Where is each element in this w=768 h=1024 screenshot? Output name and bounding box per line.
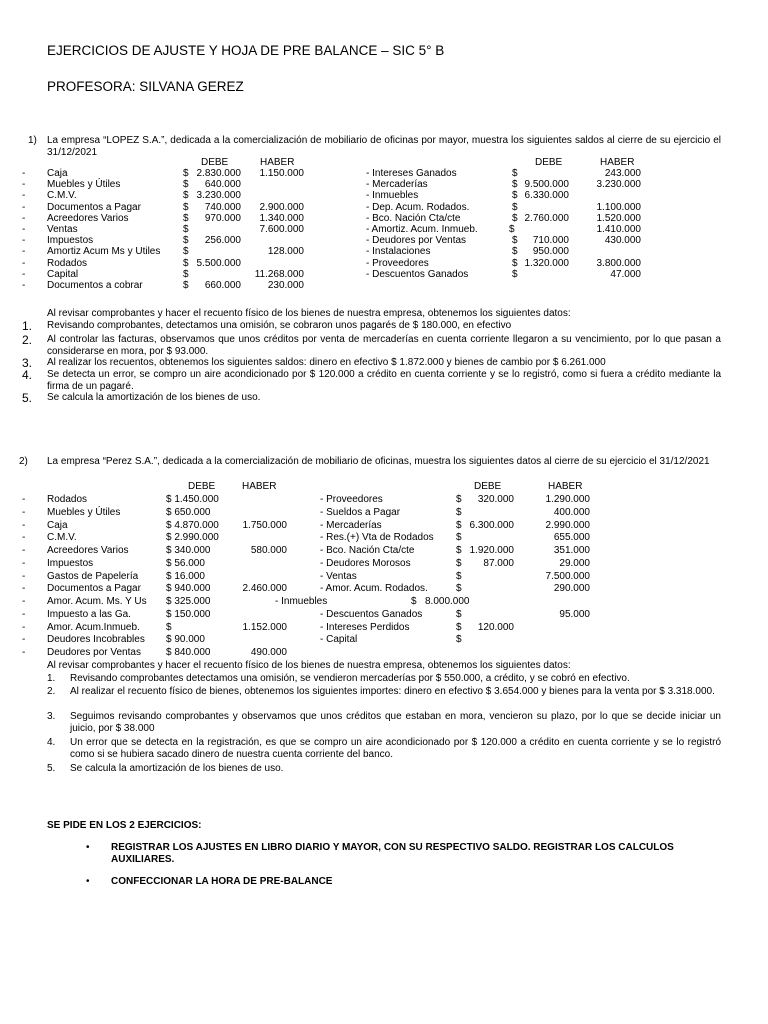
ex1-right-account-name: - Dep. Acum. Rodados.	[366, 201, 470, 213]
ex1-right-debe-header: DEBE	[535, 157, 563, 168]
ex1-left-account-name: Documentos a cobrar	[47, 280, 143, 291]
dollar-sign: $	[183, 212, 189, 224]
ex2-left-account-name: Impuestos	[47, 557, 94, 569]
exercise-1-intro: La empresa “LOPEZ S.A.”, dedicada a la comercialización de mobiliario de oficinas por mayor, muestra los siguientes saldos al cierre de su ejercicio el 31/12/2021	[47, 135, 721, 158]
ex2-left-debe-value: $ 1.450.000	[166, 494, 219, 505]
ex1-right-haber-value: 3.230.000	[596, 179, 641, 191]
ex1-right-debe-value: 950.000	[532, 246, 569, 258]
ex2-left-debe-value: $ 325.000	[166, 596, 211, 607]
exercise-2-number: 2)	[19, 456, 28, 467]
ex2-left-debe-value: $ 340.000	[166, 545, 211, 556]
requirements-heading: SE PIDE EN LOS 2 EJERCICIOS:	[47, 820, 202, 831]
requirement-item: REGISTRAR LOS AJUSTES EN LIBRO DIARIO Y MAYOR, CON SU RESPECTIVO SALDO. REGISTRAR LOS CALCULOS AUXILIARES.	[111, 842, 674, 865]
dollar-sign: $	[456, 570, 462, 582]
ex1-right-debe-value: 1.320.000	[524, 257, 569, 269]
exercise-2-review-text: Al revisar comprobantes y hacer el recuento físico de los bienes de nuestra empresa, obtenemos los siguientes datos:	[47, 660, 571, 671]
ex2-right-account-name: - Bco. Nación Cta/cte	[320, 545, 415, 556]
exercise-1-item: Se detecta un error, se compro un aire acondicionado por $ 120.000 a crédito en cuenta corriente y se lo registró, como si fuera a crédito mediante la firma de un pagaré.	[47, 369, 721, 392]
ex2-right-haber-value: 290.000	[553, 583, 590, 595]
row-dash: -	[22, 506, 26, 518]
row-dash: -	[22, 647, 26, 658]
item-number: 3.	[22, 356, 33, 370]
ex1-left-haber-value: 1.150.000	[259, 168, 304, 179]
row-dash: -	[22, 179, 26, 191]
dollar-sign: $	[456, 545, 462, 556]
row-dash: -	[22, 634, 26, 646]
exercise-1-review-text: Al revisar comprobantes y hacer el recuento físico de los bienes de nuestra empresa, obtenemos los siguientes datos:	[47, 308, 571, 319]
dollar-sign: $	[512, 268, 518, 280]
ex1-right-haber-value: 1.100.000	[596, 201, 641, 213]
ex1-right-account-name: - Proveedores	[366, 257, 429, 269]
ex2-right-haber-header: HABER	[548, 481, 583, 492]
ex1-left-debe-value: 970.000	[204, 212, 241, 224]
ex2-right-account-name: - Res.(+) Vta de Rodados	[320, 532, 434, 544]
ex2-left-haber-value: - Inmuebles	[275, 596, 328, 607]
ex1-left-debe-value: 2.830.000	[196, 168, 241, 179]
ex2-left-haber-value: 1.750.000	[242, 519, 287, 531]
ex2-right-haber-value: 7.500.000	[545, 570, 590, 582]
ex2-left-debe-value: $ 56.000	[166, 557, 205, 569]
ex1-left-haber-value: 230.000	[267, 280, 304, 291]
dollar-sign: $	[183, 168, 189, 179]
ex1-right-account-name: - Descuentos Ganados	[366, 268, 469, 280]
ex2-left-debe-value: $ 940.000	[166, 583, 211, 595]
bullet-icon: •	[86, 842, 90, 853]
row-dash: -	[22, 257, 26, 269]
exercise-1-item: Se calcula la amortización de los bienes de uso.	[47, 392, 261, 403]
row-dash: -	[22, 224, 26, 235]
dollar-sign: $	[183, 235, 189, 247]
ex1-left-debe-header: DEBE	[201, 157, 229, 168]
teacher-name: PROFESORA: SILVANA GEREZ	[47, 79, 244, 94]
ex2-right-debe-value: 8.000.000	[425, 596, 470, 607]
ex1-left-account-name: Acreedores Varios	[47, 212, 129, 224]
ex1-left-debe-value: 3.230.000	[196, 190, 241, 202]
dollar-sign: $	[183, 268, 189, 280]
dollar-sign: $	[512, 168, 518, 179]
row-dash: -	[22, 168, 26, 179]
ex2-left-account-name: Documentos a Pagar	[47, 583, 141, 595]
ex2-left-debe-value: $ 90.000	[166, 634, 205, 646]
ex1-left-account-name: Caja	[47, 168, 68, 179]
ex2-left-account-name: Amor. Acum. Ms. Y Us	[47, 596, 147, 607]
ex2-right-account-name: - Proveedores	[320, 494, 383, 505]
ex1-right-account-name: - Deudores por Ventas	[366, 235, 467, 247]
ex2-right-account-name: - Capital	[320, 634, 358, 646]
dollar-sign: $	[183, 190, 189, 202]
ex2-left-debe-value: $ 4.870.000	[166, 519, 219, 531]
ex2-left-account-name: Acreedores Varios	[47, 545, 129, 556]
ex2-right-haber-value: 1.290.000	[545, 494, 590, 505]
dollar-sign: $	[509, 224, 515, 235]
dollar-sign: $	[456, 583, 462, 595]
row-dash: -	[22, 190, 26, 202]
dollar-sign: $	[512, 246, 518, 258]
ex2-left-account-name: Rodados	[47, 494, 88, 505]
ex1-right-haber-value: 47.000	[610, 268, 641, 280]
ex2-right-debe-value: 120.000	[477, 621, 514, 633]
exercise-2-item: Un error que se detecta en la registración, es que se compro un aire acondicionado por $ 120.000 a crédito en cuenta corriente y se lo registró como si se hubiera sacado dinero de nuestra cuenta corriente del banco.	[70, 737, 721, 760]
ex1-left-account-name: Ventas	[47, 224, 78, 235]
ex1-right-haber-value: 243.000	[604, 168, 641, 179]
ex1-right-account-name: - Amortiz. Acum. Inmueb.	[366, 224, 478, 235]
ex1-right-haber-value: 430.000	[604, 235, 641, 247]
row-dash: -	[22, 621, 26, 633]
ex2-left-haber-value: 490.000	[250, 647, 287, 658]
item-number: 4.	[47, 737, 56, 748]
ex1-right-haber-value: 1.410.000	[596, 224, 641, 235]
row-dash: -	[22, 596, 26, 607]
dollar-sign: $	[456, 608, 462, 620]
ex2-right-debe-value: 1.920.000	[469, 545, 514, 556]
dollar-sign: $	[512, 235, 518, 247]
row-dash: -	[22, 557, 26, 569]
exercise-2-item: Se calcula la amortización de los bienes de uso.	[70, 763, 284, 774]
ex2-left-debe-header: DEBE	[188, 481, 216, 492]
ex2-left-haber-value: 1.152.000	[242, 621, 287, 633]
item-number: 5.	[22, 391, 33, 405]
ex1-left-account-name: C.M.V.	[47, 190, 77, 202]
row-dash: -	[22, 280, 26, 291]
dollar-sign: $	[183, 257, 189, 269]
exercise-2-item: Al realizar el recuento físico de bienes, obtenemos los siguientes importes: dinero en efectivo $ 3.654.000 y bienes para la venta por $ 3.318.000.	[70, 686, 715, 697]
dollar-sign: $	[411, 596, 417, 607]
dollar-sign: $	[456, 557, 462, 569]
ex2-left-haber-value: 2.460.000	[242, 583, 287, 595]
exercise-1-item: Al realizar los recuentos, obtenemos los siguientes saldos: dinero en efectivo $ 1.872.000 y bienes de cambio por $ 6.261.000	[47, 357, 606, 368]
ex1-left-account-name: Amortiz Acum Ms y Utiles	[47, 246, 161, 258]
ex1-right-haber-header: HABER	[600, 157, 635, 168]
row-dash: -	[22, 246, 26, 258]
row-dash: -	[22, 570, 26, 582]
requirement-item: CONFECCIONAR LA HORA DE PRE-BALANCE	[111, 876, 333, 887]
ex1-left-debe-value: 256.000	[204, 235, 241, 247]
item-number: 2.	[47, 686, 56, 697]
ex2-left-debe-value: $ 2.990.000	[166, 532, 219, 544]
bullet-icon: •	[86, 876, 90, 887]
dollar-sign: $	[456, 519, 462, 531]
dollar-sign: $	[456, 494, 462, 505]
ex2-left-debe-value: $ 16.000	[166, 570, 205, 582]
ex1-left-account-name: Capital	[47, 268, 79, 280]
ex1-left-haber-value: 128.000	[267, 246, 304, 258]
ex1-right-account-name: - Mercaderías	[366, 179, 428, 191]
dollar-sign: $	[456, 532, 462, 544]
ex2-left-account-name: C.M.V.	[47, 532, 77, 544]
dollar-sign: $	[456, 634, 462, 646]
row-dash: -	[22, 532, 26, 544]
ex2-left-haber-value: 580.000	[250, 545, 287, 556]
ex2-right-haber-value: 655.000	[553, 532, 590, 544]
dollar-sign: $	[456, 506, 462, 518]
item-number: 3.	[47, 711, 56, 722]
ex2-left-account-name: Impuesto a las Ga.	[47, 608, 131, 620]
ex1-left-account-name: Impuestos	[47, 235, 94, 247]
row-dash: -	[22, 268, 26, 280]
ex2-right-haber-value: 400.000	[553, 506, 590, 518]
ex1-left-account-name: Rodados	[47, 257, 88, 269]
row-dash: -	[22, 494, 26, 505]
item-number: 5.	[47, 763, 56, 774]
dollar-sign: $	[512, 212, 518, 224]
ex2-left-haber-header: HABER	[242, 481, 277, 492]
ex2-left-account-name: Deudores Incobrables	[47, 634, 145, 646]
ex1-left-debe-value: 660.000	[204, 280, 241, 291]
dollar-sign: $	[456, 621, 462, 633]
exercise-1-item: Al controlar las facturas, observamos que unos créditos por venta de mercaderías en cuenta corriente llegaron a su vencimiento, por lo que pasan a considerarse en mora, por $ 93.000.	[47, 334, 721, 357]
dollar-sign: $	[512, 201, 518, 213]
ex2-left-account-name: Caja	[47, 519, 68, 531]
ex2-left-account-name: Gastos de Papelería	[47, 570, 139, 582]
ex1-left-account-name: Documentos a Pagar	[47, 201, 141, 213]
ex1-right-debe-value: 2.760.000	[524, 212, 569, 224]
row-dash: -	[22, 235, 26, 247]
ex2-right-debe-header: DEBE	[474, 481, 502, 492]
ex2-right-account-name: - Mercaderías	[320, 519, 382, 531]
document-title: EJERCICIOS DE AJUSTE Y HOJA DE PRE BALANCE – SIC 5° B	[47, 43, 445, 58]
ex1-right-haber-value: 1.520.000	[596, 212, 641, 224]
ex1-right-debe-value: 710.000	[532, 235, 569, 247]
row-dash: -	[22, 212, 26, 224]
ex2-right-account-name: - Amor. Acum. Rodados.	[320, 583, 428, 595]
ex1-left-haber-value: 7.600.000	[259, 224, 304, 235]
ex1-right-account-name: - Instalaciones	[366, 246, 431, 258]
row-dash: -	[22, 545, 26, 556]
exercise-2-item: Revisando comprobantes detectamos una omisión, se vendieron mercaderías por $ 550.000, a crédito, y se cobró en efectivo.	[70, 673, 630, 684]
dollar-sign: $	[512, 179, 518, 191]
ex2-left-debe-value: $ 650.000	[166, 506, 211, 518]
dollar-sign: $	[183, 246, 189, 258]
ex1-right-haber-value: 3.800.000	[596, 257, 641, 269]
exercise-2-intro: La empresa “Perez S.A.”, dedicada a la comercialización de mobiliario de oficinas, muestra los siguientes datos al cierre de su ejercicio el 31/12/2021	[47, 456, 710, 467]
ex1-left-debe-value: 5.500.000	[196, 257, 241, 269]
ex2-right-account-name: - Descuentos Ganados	[320, 608, 423, 620]
ex2-right-debe-value: 6.300.000	[469, 519, 514, 531]
row-dash: -	[22, 608, 26, 620]
ex1-left-haber-value: 1.340.000	[259, 212, 304, 224]
dollar-sign: $	[183, 201, 189, 213]
ex1-left-debe-value: 640.000	[204, 179, 241, 191]
ex2-left-debe-value: $ 840.000	[166, 647, 211, 658]
ex2-left-account-name: Muebles y Útiles	[47, 506, 121, 518]
ex2-left-account-name: Deudores por Ventas	[47, 647, 141, 658]
ex2-right-debe-value: 87.000	[483, 557, 514, 569]
ex2-left-account-name: Amor. Acum.Inmueb.	[47, 621, 140, 633]
row-dash: -	[22, 519, 26, 531]
ex1-left-haber-header: HABER	[260, 157, 295, 168]
exercise-2-item: Seguimos revisando comprobantes y observamos que unos créditos que estaban en mora, vencieron su plazo, por lo que se decide iniciar un juicio, por $ 38.000	[70, 711, 721, 734]
ex2-right-account-name: - Intereses Perdidos	[320, 621, 410, 633]
ex2-right-debe-value: 320.000	[477, 494, 514, 505]
dollar-sign: $	[183, 224, 189, 235]
ex2-right-haber-value: 95.000	[559, 608, 590, 620]
ex2-left-debe-value: $	[166, 621, 172, 633]
ex1-right-debe-value: 9.500.000	[524, 179, 569, 191]
dollar-sign: $	[183, 179, 189, 191]
ex2-left-debe-value: $ 150.000	[166, 608, 211, 620]
ex2-right-account-name: - Sueldos a Pagar	[320, 506, 401, 518]
ex2-right-haber-value: 29.000	[559, 557, 590, 569]
ex1-right-account-name: - Inmuebles	[366, 190, 419, 202]
ex1-left-haber-value: 2.900.000	[259, 201, 304, 213]
row-dash: -	[22, 583, 26, 595]
item-number: 4.	[22, 368, 33, 382]
row-dash: -	[22, 201, 26, 213]
ex2-right-haber-value: 2.990.000	[545, 519, 590, 531]
ex1-right-account-name: - Intereses Ganados	[366, 168, 457, 179]
exercise-1-number: 1)	[28, 135, 37, 146]
item-number: 1.	[22, 319, 33, 333]
ex2-right-account-name: - Ventas	[320, 570, 357, 582]
item-number: 2.	[22, 333, 33, 347]
ex1-left-haber-value: 11.268.000	[254, 268, 304, 280]
dollar-sign: $	[512, 257, 518, 269]
exercise-1-item: Revisando comprobantes, detectamos una omisión, se cobraron unos pagarés de $ 180.000, en efectivo	[47, 320, 512, 331]
ex1-left-account-name: Muebles y Útiles	[47, 179, 121, 191]
dollar-sign: $	[183, 280, 189, 291]
item-number: 1.	[47, 673, 56, 684]
ex1-left-debe-value: 740.000	[204, 201, 241, 213]
ex2-right-haber-value: 351.000	[553, 545, 590, 556]
ex1-right-account-name: - Bco. Nación Cta/cte	[366, 212, 461, 224]
ex2-right-account-name: - Deudores Morosos	[320, 557, 411, 569]
dollar-sign: $	[512, 190, 518, 202]
ex1-right-debe-value: 6.330.000	[524, 190, 569, 202]
